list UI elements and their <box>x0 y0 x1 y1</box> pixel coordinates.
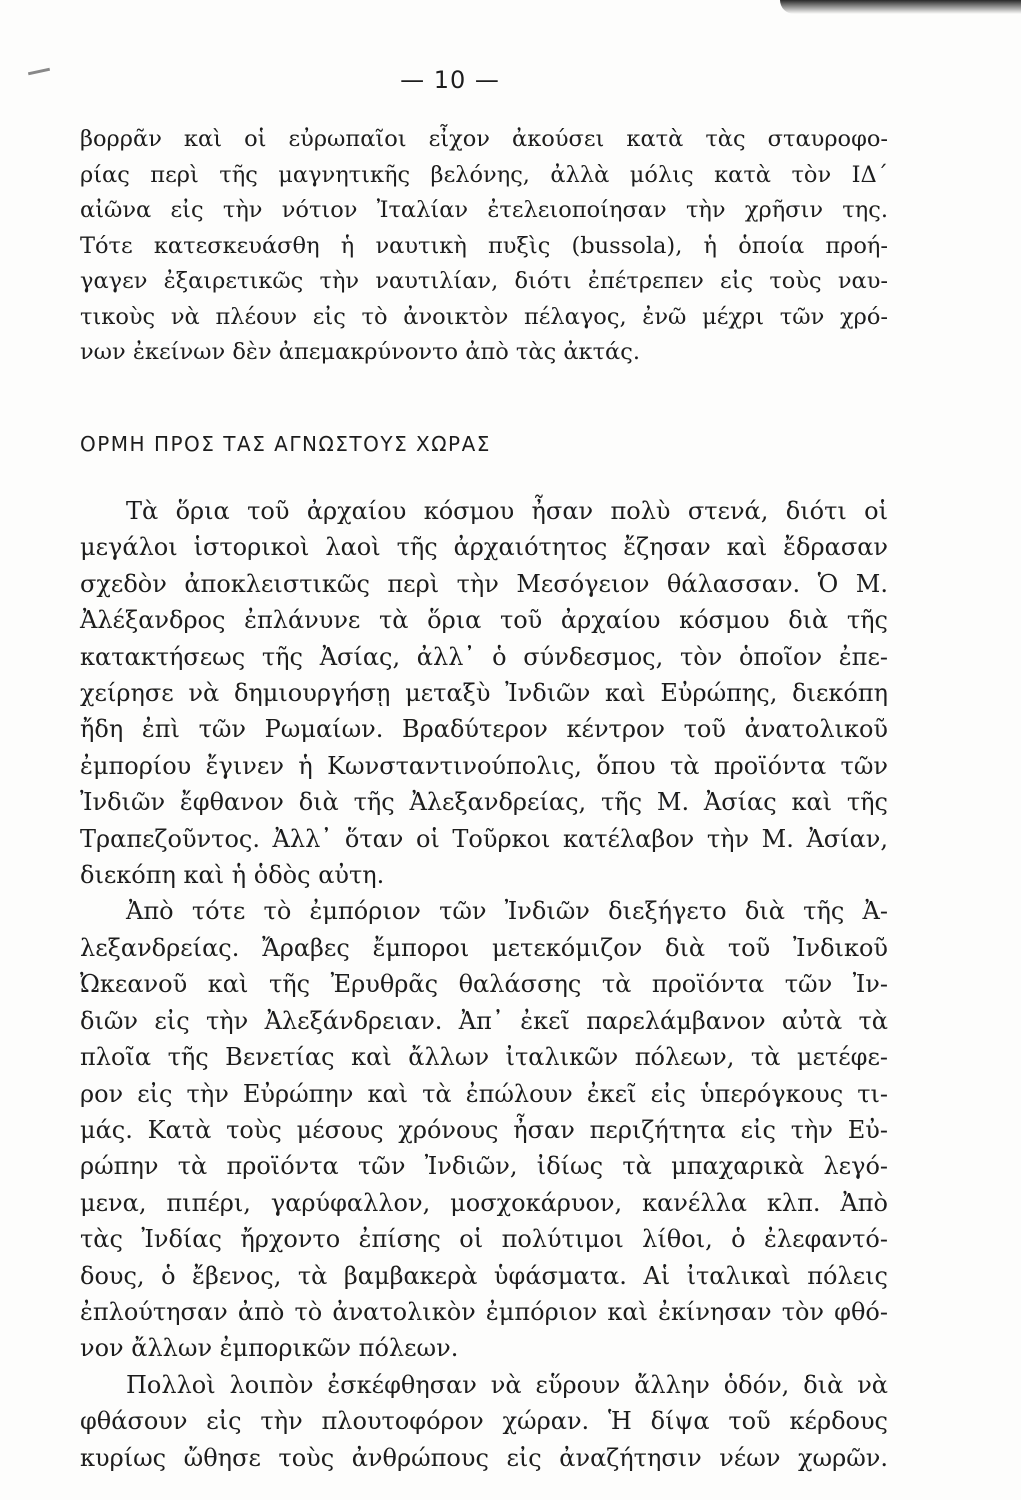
scan-edge-shadow <box>780 0 1021 14</box>
text-line: τὰς Ἰνδίας ἤρχοντο ἐπίσης οἱ πολύτιμοι λίθοι, ὁ ἐλεφαντό- <box>80 1225 888 1254</box>
section-heading: ΟΡΜΗ ΠΡΟΣ ΤΑΣ ΑΓΝΩΣΤΟΥΣ ΧΩΡΑΣ <box>80 432 491 456</box>
intro-paragraph <box>80 122 888 371</box>
text-line: διεκόπη καὶ ἡ ὁδὸς αὐτη. <box>80 861 385 890</box>
text-line: σχεδὸν ἀποκλειστικῶς περὶ τὴν Μεσόγειον θάλασσαν. Ὁ Μ. <box>80 569 888 598</box>
text-line: Ἰνδιῶν ἔφθανον διὰ τῆς Ἀλεξανδρείας, τῆς Μ. Ἀσίας καὶ τῆς <box>80 788 888 817</box>
text-line: μενα, πιπέρι, γαρύφαλλον, μοσχοκάρυον, κανέλλα κλπ. Ἀπὸ <box>80 1188 888 1217</box>
text-line: τικοὺς νὰ πλέουν εἰς τὸ ἀνοικτὸν πέλαγος, ἐνῶ μέχρι τῶν χρό- <box>80 303 888 330</box>
text-line: Ὠκεανοῦ καὶ τῆς Ἐρυθρᾶς θαλάσσης τὰ προϊόντα τῶν Ἰν- <box>80 970 888 999</box>
paragraph-3 <box>80 1367 888 1476</box>
page-number: — 10 — <box>400 66 500 94</box>
text-line: Ἀπὸ τότε τὸ ἐμπόριον τῶν Ἰνδιῶν διεξήγετο διὰ τῆς Ἀ- <box>126 897 888 926</box>
text-line: Τὰ ὅρια τοῦ ἀρχαίου κόσμου ἦσαν πολὺ στενά, διότι οἱ <box>126 497 888 525</box>
text-line: ἐπλούτησαν ἀπὸ τὸ ἀνατολικὸν ἐμπόριον καὶ ἐκίνησαν τὸν φθό- <box>80 1297 888 1326</box>
text-line: νον ἄλλων ἐμπορικῶν πόλεων. <box>80 1334 459 1363</box>
text-line: Ἀλέξανδρος ἐπλάνυνε τὰ ὅρια τοῦ ἀρχαίου κόσμου διὰ τῆς <box>80 606 888 635</box>
text-line: βορρᾶν καὶ οἱ εὐρωπαῖοι εἶχον ἀκούσει κατὰ τὰς σταυροφο- <box>80 126 888 152</box>
text-line: μεγάλοι ἱστορικοὶ λαοὶ τῆς ἀρχαιότητος ἔζησαν καὶ ἔδρασαν <box>80 533 888 562</box>
text-line: ἤδη ἐπὶ τῶν Ρωμαίων. Βραδύτερον κέντρον τοῦ ἀνατολικοῦ <box>80 715 888 744</box>
text-line: Τότε κατεσκευάσθη ἡ ναυτικὴ πυξὶς (bussola), ἡ ὁποία προή- <box>80 232 888 259</box>
text-line: κυρίως ὤθησε τοὺς ἀνθρώπους εἰς ἀναζήτησιν νέων χωρῶν. <box>80 1443 888 1472</box>
text-line: ἐμπορίου ἔγινεν ἡ Κωνσταντινούπολις, ὅπου τὰ προϊόντα τῶν <box>80 751 888 780</box>
text-line: χείρησε νὰ δημιουργήσῃ μεταξὺ Ἰνδιῶν καὶ Εὐρώπης, διεκόπη <box>80 679 888 708</box>
text-line: νων ἐκείνων δὲν ἀπεμακρύνοντο ἀπὸ τὰς ἀκτάς. <box>80 339 640 365</box>
text-line: μάς. Κατὰ τοὺς μέσους χρόνους ἦσαν περιζήτητα εἰς τὴν Εὐ- <box>80 1115 888 1144</box>
text-line: λεξανδρείας. Ἄραβες ἔμποροι μετεκόμιζον διὰ τοῦ Ἰνδικοῦ <box>80 933 888 962</box>
text-line: κατακτήσεως τῆς Ἀσίας, ἀλλ᾽ ὁ σύνδεσμος, τὸν ὁποῖον ἐπε- <box>80 642 888 671</box>
paragraph-1 <box>80 493 888 893</box>
text-line: Πολλοὶ λοιπὸν ἐσκέφθησαν νὰ εὕρουν ἄλλην ὁδόν, διὰ νὰ <box>126 1370 888 1399</box>
text-line: Τραπεζοῦντος. Ἀλλ᾽ ὅταν οἱ Τοῦρκοι κατέλαβον τὴν Μ. Ἀσίαν, <box>80 824 888 853</box>
paragraph-2 <box>80 893 888 1366</box>
text-line: φθάσουν εἰς τὴν πλουτοφόρον χώραν. Ἡ δίψα τοῦ κέρδους <box>80 1407 888 1436</box>
text-line: αἰῶνα εἰς τὴν νότιον Ἰταλίαν ἐτελειοποίησαν τὴν χρῆσιν της. <box>80 197 888 223</box>
text-line: διῶν εἰς τὴν Ἀλεξάνδρειαν. Ἀπ᾽ ἐκεῖ παρελάμβανον αὐτὰ τὰ <box>80 1006 888 1035</box>
section-body <box>80 493 888 1476</box>
text-line: ρώπην τὰ προϊόντα τῶν Ἰνδιῶν, ἰδίως τὰ μπαχαρικὰ λεγό- <box>80 1152 888 1181</box>
text-line: γαγεν ἐξαιρετικῶς τὴν ναυτιλίαν, διότι ἐπέτρεπεν εἰς τοὺς ναυ- <box>80 268 888 294</box>
text-line: πλοῖα τῆς Βενετίας καὶ ἄλλων ἰταλικῶν πόλεων, τὰ μετέφε- <box>80 1043 888 1072</box>
text-line: ρον εἰς τὴν Εὐρώπην καὶ τὰ ἐπώλουν ἐκεῖ εἰς ὑπερόγκους τι- <box>80 1079 888 1108</box>
text-line: δους, ὁ ἔβενος, τὰ βαμβακερὰ ὑφάσματα. Αἱ ἰταλικαὶ πόλεις <box>80 1261 888 1290</box>
text-line: ρίας περὶ τῆς μαγνητικῆς βελόνης, ἀλλὰ μόλις κατὰ τὸν ΙΔ΄ <box>80 161 888 188</box>
